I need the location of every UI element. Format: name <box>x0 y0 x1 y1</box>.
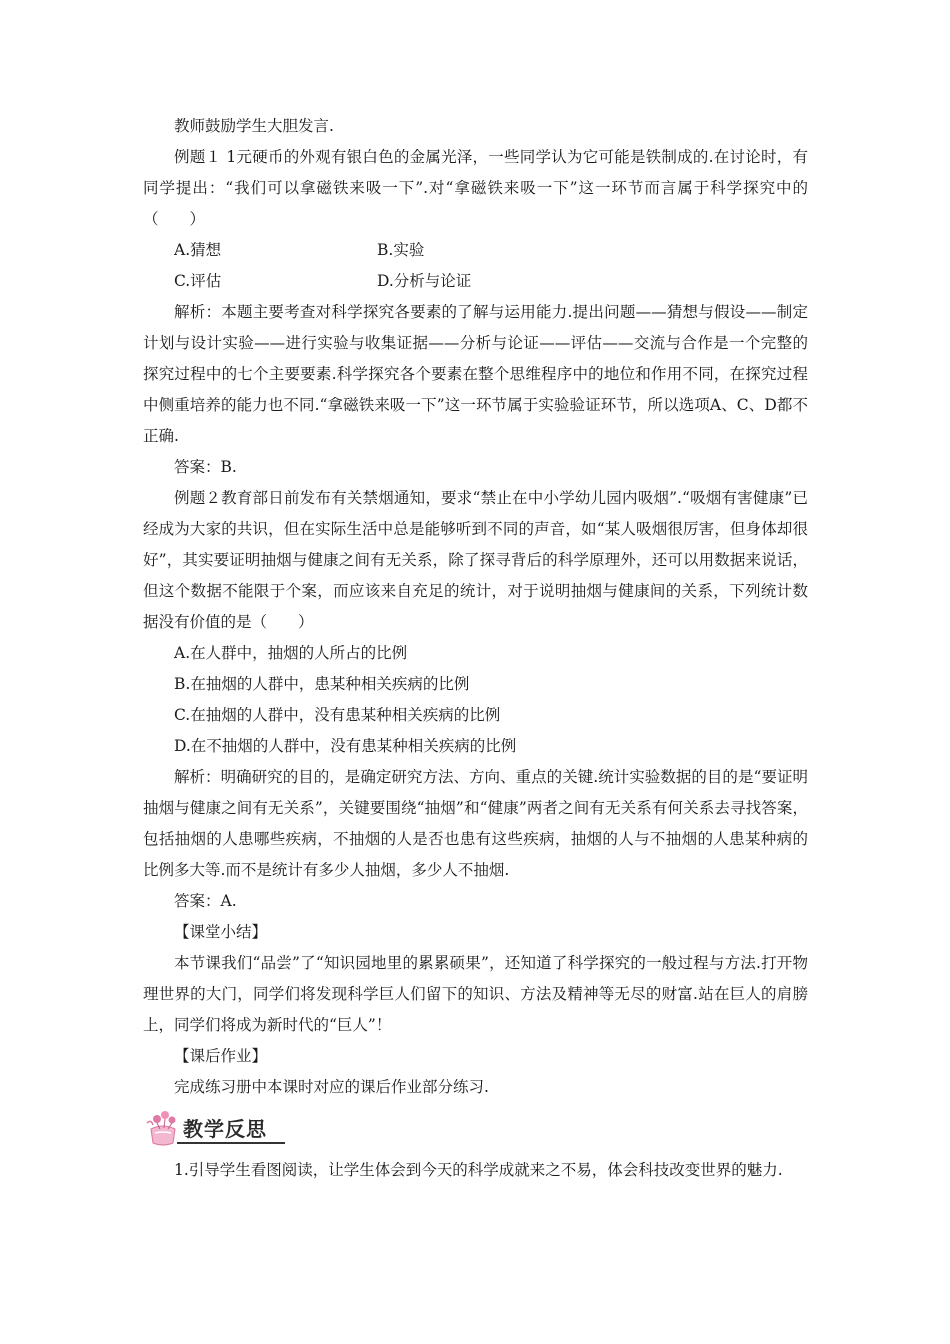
example-1-question: 例题１ 1元硬币的外观有银白色的金属光泽，一些同学认为它可能是铁制成的.在讨论时，有同学提出：“我们可以拿磁铁来吸一下”.对“拿磁铁来吸一下”这一环节而言属于科学探究中的（ ） <box>143 148 808 228</box>
example-2-option-c: C.在抽烟的人群中，没有患某种相关疾病的比例 <box>174 706 501 724</box>
example-1-option-c: C.评估 <box>174 272 222 290</box>
example-2-question: 例题２教育部日前发布有关禁烟通知，要求“禁止在中小学幼儿园内吸烟”.“吸烟有害健康”已经成为大家的共识，但在实际生活中总是能够听到不同的声音，如“某人吸烟很厉害，但身体却很好”，其实要证明抽烟与健康之间有无关系，除了探寻背后的科学原理外，还可以用数据来说话，但这个数据不能限于个案，而应该来自充足的统计，对于说明抽烟与健康间的关系，下列统计数据没有价值的是（ ） <box>143 489 808 631</box>
summary-heading: 【课堂小结】 <box>174 923 268 941</box>
example-1-analysis: 解析：本题主要考查对科学探究各要素的了解与运用能力.提出问题——猜想与假设——制定计划与设计实验——进行实验与收集证据——分析与论证——评估——交流与合作是一个完整的探究过程中的七个主要要素.科学探究各个要素在整个思维程序中的地位和作用不同，在探究过程中侧重培养的能力也不同.“拿磁铁来吸一下”这一环节属于实验验证环节，所以选项A、C、D都不正确. <box>143 303 808 445</box>
example-2-analysis: 解析：明确研究的目的，是确定研究方法、方向、重点的关键.统计实验数据的目的是“要证明抽烟与健康之间有无关系”，关键要围绕“抽烟”和“健康”两者之间有无关系有何关系去寻找答案，包括抽烟的人患哪些疾病，不抽烟的人是否也患有这些疾病，抽烟的人与不抽烟的人患某种病的比例多大等.而不是统计有多少人抽烟，多少人不抽烟. <box>143 768 808 879</box>
homework-heading: 【课后作业】 <box>174 1047 268 1065</box>
summary-text: 本节课我们“品尝”了“知识园地里的累累硕果”，还知道了科学探究的一般过程与方法.打开物理世界的大门，同学们将发现科学巨人们留下的知识、方法及精神等无尽的财富.站在巨人的肩膀上，同学们将成为新时代的“巨人”！ <box>143 954 808 1034</box>
example-1-option-a: A.猜想 <box>174 241 222 259</box>
homework-text: 完成练习册中本课时对应的课后作业部分练习. <box>174 1078 489 1096</box>
example-2-option-d: D.在不抽烟的人群中，没有患某种相关疾病的比例 <box>174 737 517 755</box>
example-1-options-row-1 <box>143 235 808 266</box>
example-2-option-b: B.在抽烟的人群中，患某种相关疾病的比例 <box>174 675 470 693</box>
teaching-reflection-banner <box>143 1109 808 1147</box>
teaching-reflection-title: 教学反思 <box>183 1117 267 1141</box>
banner-underline <box>177 1142 285 1144</box>
example-1-answer: 答案：B. <box>174 458 237 476</box>
example-2-answer: 答案：A. <box>174 892 237 910</box>
reflection-item-1: 1.引导学生看图阅读，让学生体会到今天的科学成就来之不易，体会科技改变世界的魅力. <box>174 1161 783 1179</box>
example-1-option-d: D.分析与论证 <box>377 272 472 290</box>
example-1-option-b: B.实验 <box>377 241 425 259</box>
page-content <box>143 111 808 1186</box>
example-2-option-a: A.在人群中，抽烟的人所占的比例 <box>174 644 408 662</box>
example-1-options-row-2 <box>143 266 808 297</box>
teacher-encourage-paragraph: 教师鼓励学生大胆发言. <box>174 117 334 135</box>
